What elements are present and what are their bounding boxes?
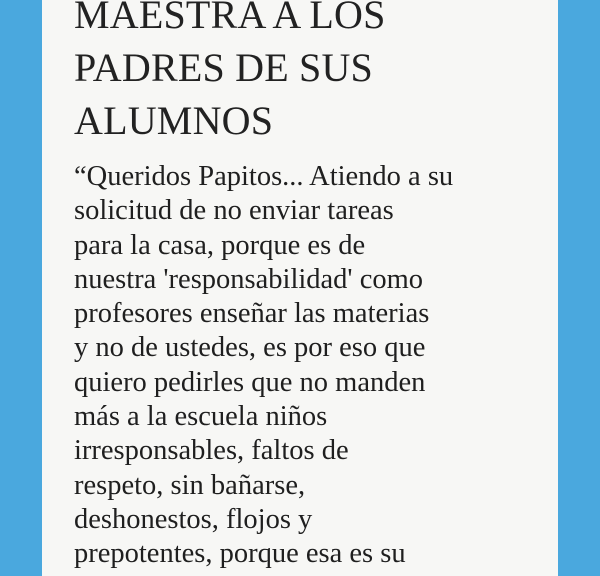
body-line: deshonestos, flojos y <box>74 503 313 535</box>
body-line: profesores enseñar las materias <box>74 298 430 330</box>
body-line: más a la escuela niños <box>74 401 328 433</box>
article-body <box>74 160 453 572</box>
body-line: quiero pedirles que no manden <box>74 366 426 398</box>
left-blue-border <box>0 0 42 576</box>
title-line: ALUMNOS <box>74 98 274 143</box>
title-line: MAESTRA A LOS <box>74 0 386 37</box>
body-line: y no de ustedes, es por eso que <box>74 332 426 364</box>
article-title <box>74 0 386 147</box>
right-blue-border <box>558 0 600 576</box>
body-line: solicitud de no enviar tareas <box>74 195 394 227</box>
body-line: prepotentes, porque esa es su <box>74 538 406 570</box>
title-line: PADRES DE SUS <box>74 45 374 90</box>
body-line: para la casa, porque es de <box>74 229 366 261</box>
body-line: irresponsables, faltos de <box>74 435 349 467</box>
article-page <box>42 0 558 576</box>
body-line: nuestra 'responsabilidad' como <box>74 263 424 295</box>
body-line: “Queridos Papitos... Atiendo a su <box>74 161 454 192</box>
body-line: respeto, sin bañarse, <box>74 469 306 501</box>
